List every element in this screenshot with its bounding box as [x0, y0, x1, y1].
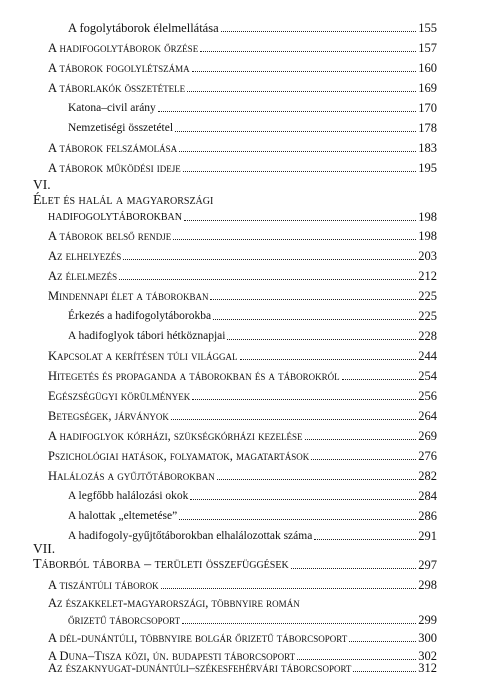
chapter-number: VI.	[33, 177, 51, 192]
chapter-title-entry[interactable]: hadifogolytáborokban 198	[48, 209, 437, 224]
toc-entry[interactable]: A hadifogolytáborok őrzése 157	[48, 41, 437, 55]
chapter-title-entry[interactable]: Táborból táborba – területi összefüggések 297	[33, 557, 437, 572]
page-number: 169	[418, 81, 437, 95]
page-number: 286	[418, 509, 437, 523]
toc-entry[interactable]: őrizetű táborcsoport 299	[68, 613, 437, 627]
toc-entry[interactable]: Hitegetés és propaganda a táborokban és a táborokról 254	[48, 369, 437, 383]
toc-entry[interactable]: A Duna–Tisza közi, ún. budapesti táborcsoport 302	[48, 649, 437, 663]
page-number: 269	[418, 429, 437, 443]
toc-entry[interactable]: Mindennapi élet a táborokban 225	[48, 289, 437, 303]
toc-entry[interactable]: Egészségügyi körülmények 256	[48, 389, 437, 403]
toc-entry[interactable]: A hadifogoly-gyűjtőtáborokban elhalálozottak száma 291	[68, 529, 437, 543]
page-number: 170	[418, 101, 437, 115]
page-number: 254	[418, 369, 437, 383]
chapter-number: VII.	[33, 541, 56, 556]
toc-entry[interactable]: A tiszántúli táborok 298	[48, 578, 437, 592]
toc-entry[interactable]: A halottak „eltemetése” 286	[68, 509, 437, 523]
toc-entry[interactable]: A táborok belső rendje 198	[48, 229, 437, 243]
page-number: 225	[418, 289, 437, 303]
page-number: 291	[418, 529, 437, 543]
toc-entry[interactable]: Katona–civil arány 170	[68, 101, 437, 115]
chapter-title: Élet és halál a magyarországi	[33, 193, 214, 208]
toc-entry[interactable]: A táborok működési ideje 195	[48, 161, 437, 175]
page-number: 276	[418, 449, 437, 463]
toc-entry[interactable]: Halálozás a gyűjtőtáborokban 282	[48, 469, 437, 483]
toc-entry-line: Az északkelet-magyarországi, többnyire román	[48, 596, 300, 610]
page-number: 256	[418, 389, 437, 403]
page-number: 198	[418, 229, 437, 243]
page-number: 228	[418, 329, 437, 343]
page-number: 198	[418, 210, 437, 224]
page-number: 212	[418, 269, 437, 283]
toc-entry[interactable]: A táborok fogolylétszáma 160	[48, 61, 437, 75]
toc-entry[interactable]: A hadifoglyok kórházi, szükségkórházi kezelése 269	[48, 429, 437, 443]
toc-entry[interactable]: Érkezés a hadifogolytáborokba 225	[68, 309, 437, 323]
page-number: 284	[418, 489, 437, 503]
page-number: 178	[418, 121, 437, 135]
page-number: 302	[418, 649, 437, 663]
page-number: 312	[418, 661, 437, 675]
page-number: 160	[418, 61, 437, 75]
toc-entry[interactable]: Nemzetiségi összetétel 178	[68, 121, 437, 135]
toc-entry[interactable]: Pszichológiai hatások, folyamatok, magatartások 276	[48, 449, 437, 463]
toc-entry[interactable]: A hadifoglyok tábori hétköznapjai 228	[68, 329, 437, 343]
toc-entry[interactable]: A dél-dunántúli, többnyire bolgár őrizetű táborcsoport 300	[48, 631, 437, 645]
page-number: 300	[418, 631, 437, 645]
toc-entry[interactable]: Kapcsolat a kerítésen túli világgal 244	[48, 349, 437, 363]
toc-entry[interactable]: Betegségek, járványok 264	[48, 409, 437, 423]
page-number: 299	[418, 613, 437, 627]
toc-entry[interactable]: A táborok felszámolása 183	[48, 141, 437, 155]
toc-entry[interactable]: Az elhelyezés 203	[48, 249, 437, 263]
toc-entry[interactable]: Az északnyugat-dunántúli–székesfehérvári táborcsoport 312	[48, 661, 437, 675]
page-number: 195	[418, 161, 437, 175]
page-number: 155	[418, 21, 437, 35]
toc-entry[interactable]: A legfőbb halálozási okok 284	[68, 489, 437, 503]
page-number: 297	[418, 558, 437, 572]
page-number: 282	[418, 469, 437, 483]
page-number: 225	[418, 309, 437, 323]
page-number: 183	[418, 141, 437, 155]
toc-entry[interactable]: Az élelmezés 212	[48, 269, 437, 283]
toc-entry[interactable]: A táborlakók összetétele 169	[48, 81, 437, 95]
toc-entry[interactable]: A fogolytáborok élelmellátása 155	[68, 21, 437, 35]
page-number: 298	[418, 578, 437, 592]
page-number: 264	[418, 409, 437, 423]
page-number: 244	[418, 349, 437, 363]
page-number: 203	[418, 249, 437, 263]
page-number: 157	[418, 41, 437, 55]
